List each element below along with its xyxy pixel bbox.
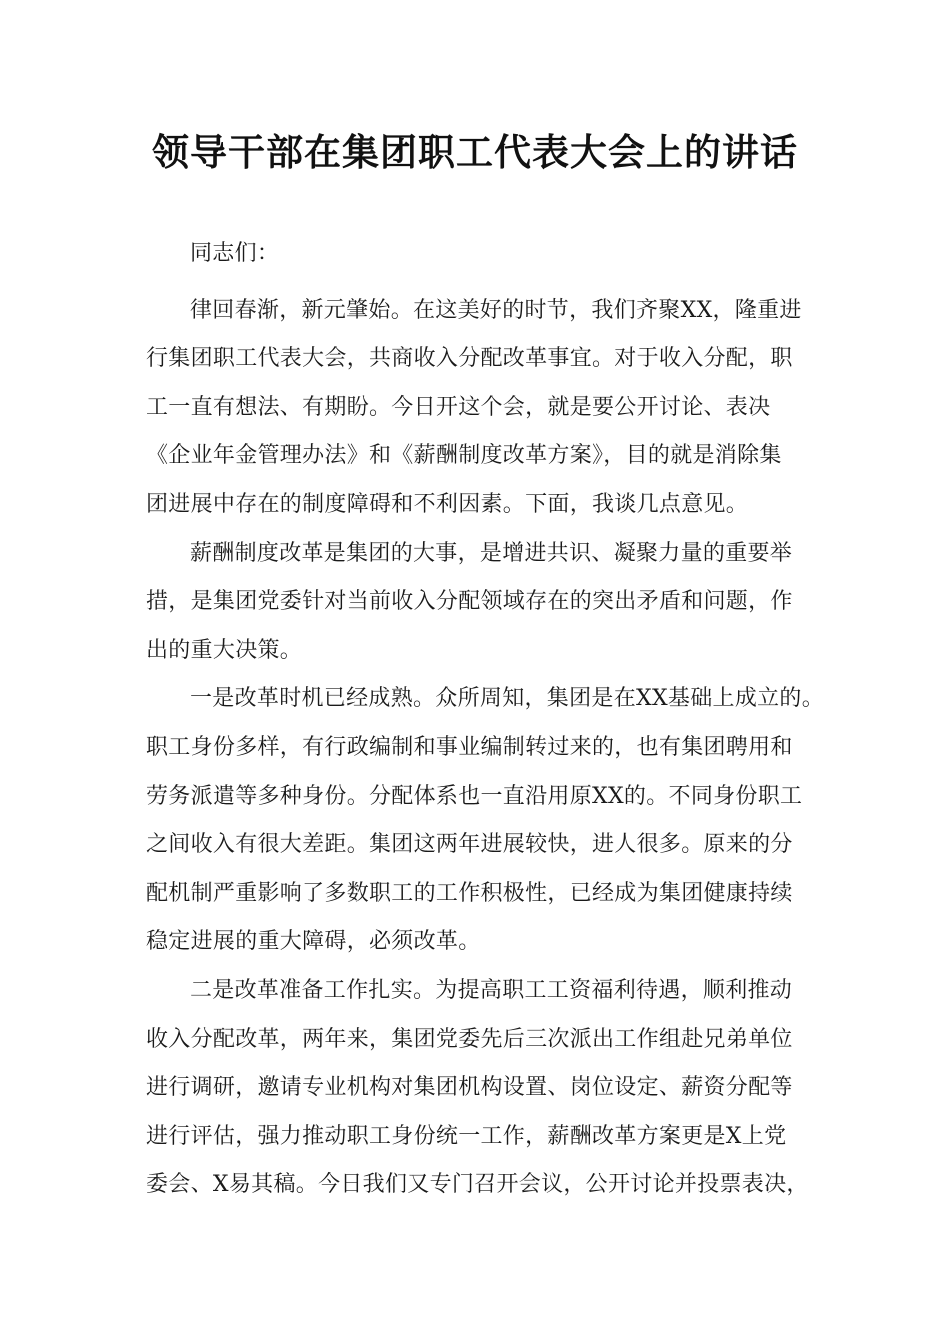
- paragraph-line: 薪酬制度改革是集团的大事，是增进共识、凝聚力量的重要举: [190, 540, 793, 566]
- paragraph-line: 《企业年金管理办法》和《薪酬制度改革方案》，目的就是消除集: [146, 443, 782, 469]
- paragraph-line: 委会、X易其稿。今日我们又专门召开会议，公开讨论并投票表决，: [146, 1172, 809, 1198]
- paragraph-line: 行集团职工代表大会，共商收入分配改革事宜。对于收入分配，职: [146, 346, 793, 372]
- paragraph-line: 进行调研，邀请专业机构对集团机构设置、岗位设定、薪资分配等: [146, 1075, 793, 1101]
- paragraph-line: 措，是集团党委针对当前收入分配领域存在的突出矛盾和问题，作: [146, 589, 793, 615]
- document-body: [146, 230, 825, 1210]
- paragraph-line: 稳定进展的重大障碍，必须改革。: [146, 929, 481, 955]
- paragraph-line: 配机制严重影响了多数职工的工作积极性，已经成为集团健康持续: [146, 880, 793, 906]
- salutation-line: 同志们：: [190, 241, 280, 266]
- paragraph-line: 劳务派遣等多种身份。分配体系也一直沿用原XX的。不同身份职工: [146, 783, 803, 809]
- paragraph-line: 团进展中存在的制度障碍和不利因素。下面，我谈几点意见。: [146, 491, 749, 517]
- paragraph-line: 工一直有想法、有期盼。今日开这个会，就是要公开讨论、表决: [146, 394, 771, 420]
- paragraph-line: 出的重大决策。: [146, 637, 303, 663]
- paragraph-line: 进行评估，强力推动职工身份统一工作，薪酬改革方案更是X上党: [146, 1123, 787, 1149]
- document-title: 领导干部在集团职工代表大会上的讲话: [152, 131, 798, 174]
- paragraph-line: 职工身份多样，有行政编制和事业编制转过来的，也有集团聘用和: [146, 734, 793, 760]
- paragraph-line: 律回春渐，新元肇始。在这美好的时节，我们齐聚XX，隆重进: [190, 297, 802, 323]
- paragraph-line: 二是改革准备工作扎实。为提高职工工资福利待遇，顺利推动: [190, 977, 793, 1003]
- paragraph-line: 收入分配改革，两年来，集团党委先后三次派出工作组赴兄弟单位: [146, 1026, 793, 1052]
- paragraph-line: 一是改革时机已经成熟。众所周知，集团是在XX基础上成立的。: [190, 686, 825, 712]
- paragraph-line: 之间收入有很大差距。集团这两年进展较快，进人很多。原来的分: [146, 832, 793, 858]
